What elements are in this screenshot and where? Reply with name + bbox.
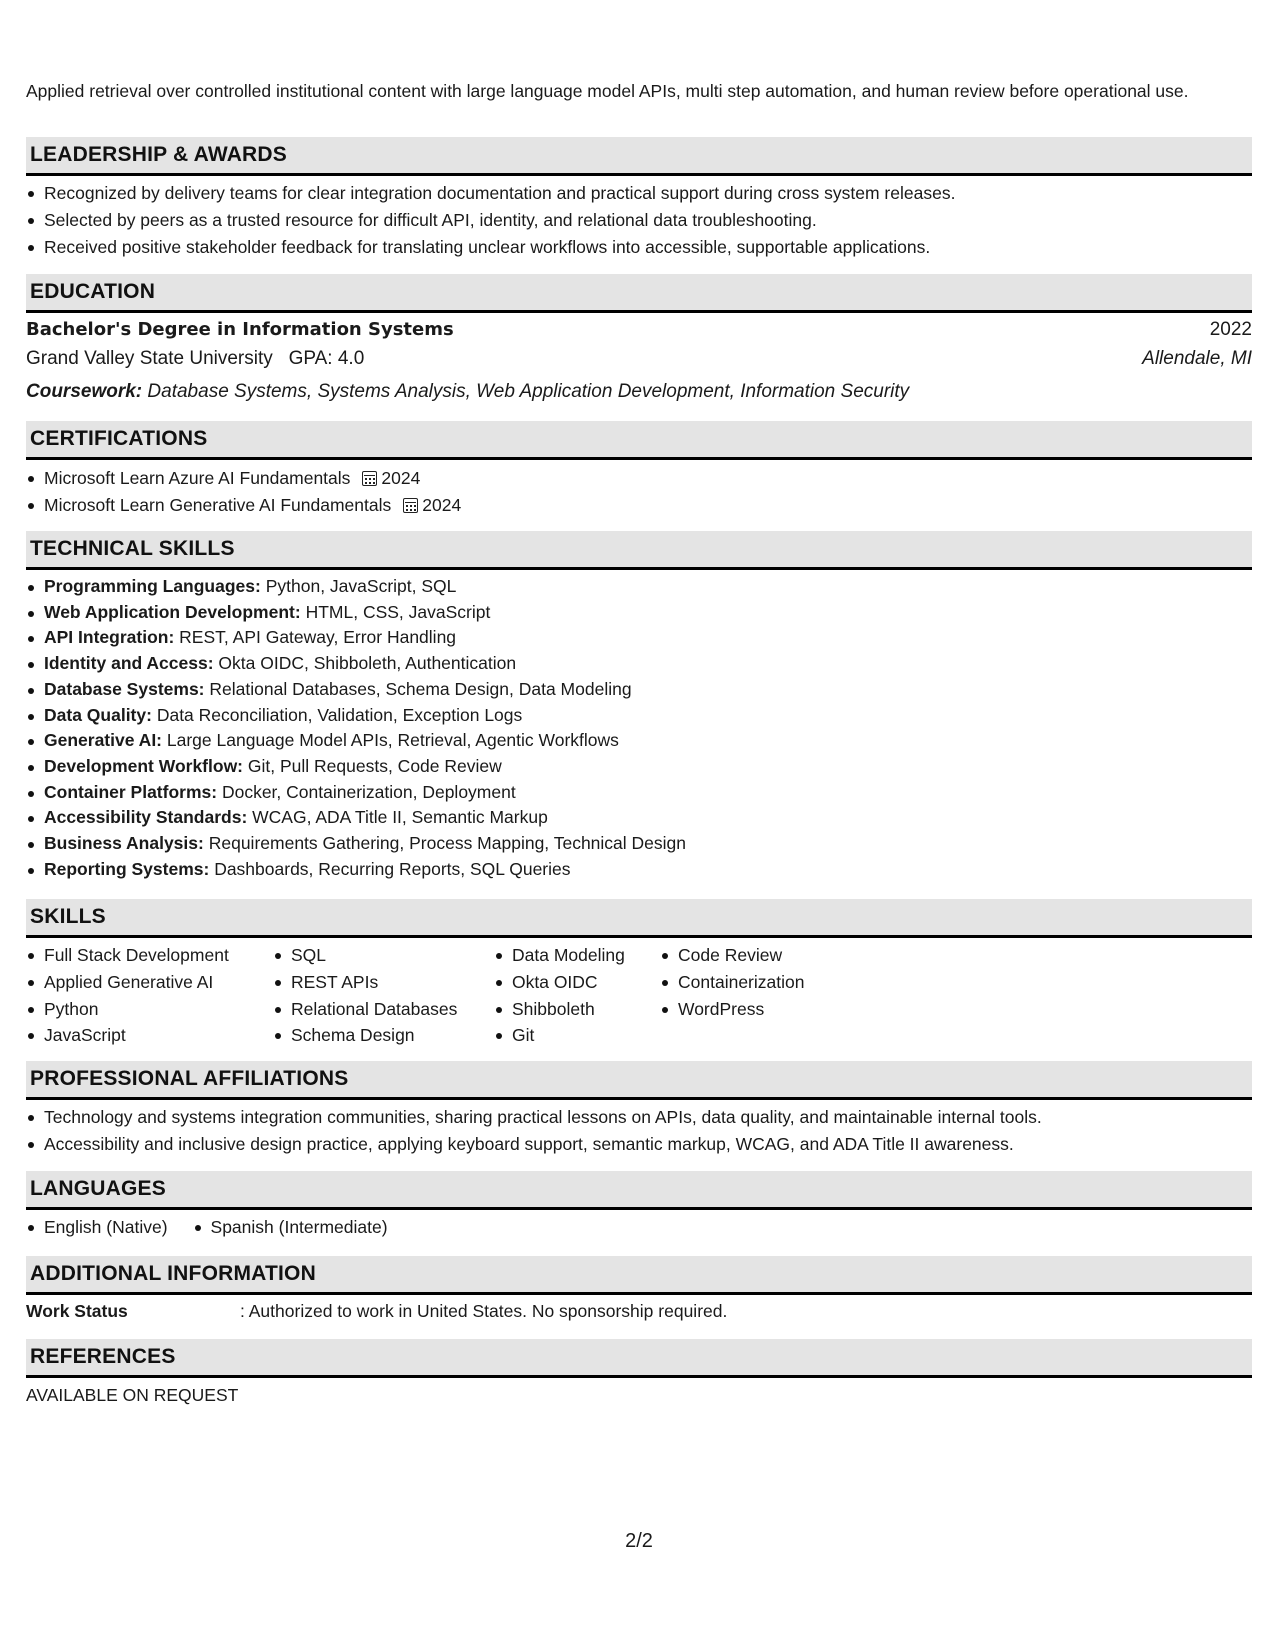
section-header <box>26 531 1252 570</box>
list-item <box>44 857 1252 883</box>
list-item: Accessibility and inclusive design practice, applying keyboard support, semantic markup, WCAG, and ADA Title II awareness. <box>44 1131 1252 1158</box>
list-item: SQL <box>291 942 494 969</box>
section-header <box>26 1061 1252 1100</box>
list-item: Code Review <box>678 942 860 969</box>
skills-column <box>26 942 273 1049</box>
certification-item <box>44 465 1252 492</box>
skills-column <box>494 942 660 1049</box>
certification-item <box>44 492 1252 519</box>
section-title: EDUCATION <box>30 280 156 303</box>
list-item: Spanish (Intermediate) <box>211 1214 388 1241</box>
list-item <box>44 574 1252 600</box>
section-header <box>26 421 1252 460</box>
list-item <box>44 677 1252 703</box>
list-item: Containerization <box>678 969 860 996</box>
references-text: AVAILABLE ON REQUEST <box>26 1385 239 1405</box>
section-header <box>26 1171 1252 1210</box>
list-item <box>44 600 1252 626</box>
section-languages <box>26 1171 1252 1241</box>
certification-name: Microsoft Learn Azure AI Fundamentals <box>44 468 351 488</box>
section-title: LEADERSHIP & AWARDS <box>30 143 287 166</box>
list-item <box>44 805 1252 831</box>
skill-category: Generative AI: <box>44 730 163 751</box>
school-info <box>26 348 364 370</box>
list-item <box>44 703 1252 729</box>
section-header <box>26 1256 1252 1295</box>
education-school-row <box>26 348 1252 377</box>
list-item: Schema Design <box>291 1022 494 1049</box>
resume-page <box>26 0 1252 1650</box>
degree-name: Bachelor's Degree in Information Systems <box>26 319 454 340</box>
section-certifications <box>26 421 1252 519</box>
skill-values: Data Reconciliation, Validation, Exception Logs <box>156 704 523 725</box>
list-item: Full Stack Development <box>44 942 273 969</box>
skill-values: Okta OIDC, Shibboleth, Authentication <box>218 653 517 674</box>
skill-category: Accessibility Standards: <box>44 807 248 828</box>
list-item: English (Native) <box>44 1214 168 1241</box>
list-item: Data Modeling <box>512 942 660 969</box>
skills-grid <box>26 942 1252 1049</box>
leadership-list <box>26 180 1252 260</box>
work-status-value: : Authorized to work in United States. No sponsorship required. <box>240 1301 728 1321</box>
page-number: 2/2 <box>625 1530 653 1552</box>
skill-values: Docker, Containerization, Deployment <box>221 781 516 802</box>
section-title: TECHNICAL SKILLS <box>30 537 235 560</box>
skill-category: Data Quality: <box>44 704 152 725</box>
list-item: WordPress <box>678 996 860 1023</box>
skill-category: Programming Languages: <box>44 576 261 596</box>
skills-column <box>660 942 860 1049</box>
skill-values: WCAG, ADA Title II, Semantic Markup <box>252 807 548 828</box>
languages-list <box>26 1214 1252 1241</box>
list-item: REST APIs <box>291 969 494 996</box>
certification-year: 2024 <box>422 494 462 515</box>
skill-category: Web Application Development: <box>44 601 301 622</box>
skill-values: Relational Databases, Schema Design, Data Modeling <box>209 678 632 699</box>
list-item: Applied Generative AI <box>44 969 273 996</box>
section-skills <box>26 899 1252 1049</box>
coursework-label: Coursework: <box>26 381 143 402</box>
skills-column <box>273 942 494 1049</box>
skill-values: HTML, CSS, JavaScript <box>305 601 491 622</box>
skill-values: Dashboards, Recurring Reports, SQL Queries <box>214 858 571 879</box>
skill-values: REST, API Gateway, Error Handling <box>179 627 457 648</box>
section-affiliations <box>26 1061 1252 1158</box>
list-item: Python <box>44 996 273 1023</box>
calendar-icon <box>362 471 377 486</box>
skill-values: Requirements Gathering, Process Mapping, Technical Design <box>208 833 687 854</box>
affiliations-list <box>26 1104 1252 1158</box>
section-education <box>26 274 1252 407</box>
list-item: Recognized by delivery teams for clear integration documentation and practical support during cross system releases. <box>44 180 1252 207</box>
list-item <box>44 651 1252 677</box>
section-title: CERTIFICATIONS <box>30 427 208 450</box>
coursework-row <box>26 377 1252 407</box>
section-header <box>26 1339 1252 1378</box>
certifications-list <box>26 465 1252 519</box>
section-leadership <box>26 137 1252 260</box>
section-header <box>26 274 1252 313</box>
list-item <box>44 625 1252 651</box>
list-item <box>44 728 1252 754</box>
section-title: PROFESSIONAL AFFILIATIONS <box>30 1067 349 1090</box>
technical-skills-list <box>26 574 1252 882</box>
list-item: Relational Databases <box>291 996 494 1023</box>
list-item: JavaScript <box>44 1022 273 1049</box>
skill-category: Development Workflow: <box>44 755 244 776</box>
list-item: Shibboleth <box>512 996 660 1023</box>
list-item <box>44 780 1252 806</box>
skill-values: Large Language Model APIs, Retrieval, Agentic Workflows <box>166 730 619 751</box>
education-degree-row <box>26 319 1252 348</box>
section-header <box>26 899 1252 938</box>
list-item: Git <box>512 1022 660 1049</box>
section-header <box>26 137 1252 176</box>
skill-category: API Integration: <box>44 627 175 648</box>
list-item: Selected by peers as a trusted resource for difficult API, identity, and relational data troubleshooting. <box>44 207 1252 234</box>
list-item <box>44 831 1252 857</box>
list-item: Technology and systems integration communities, sharing practical lessons on APIs, data quality, and maintainable internal tools. <box>44 1104 1252 1131</box>
skill-category: Container Platforms: <box>44 781 218 802</box>
school-location: Allendale, MI <box>1142 348 1252 369</box>
list-item <box>44 754 1252 780</box>
section-title: LANGUAGES <box>30 1177 166 1200</box>
skill-values: Git, Pull Requests, Code Review <box>247 755 502 776</box>
section-title: REFERENCES <box>30 1345 176 1368</box>
skill-category: Identity and Access: <box>44 653 214 674</box>
skill-category: Reporting Systems: <box>44 858 210 879</box>
section-title: SKILLS <box>30 905 106 928</box>
skill-values: Python, JavaScript, SQL <box>265 576 457 596</box>
school-name: Grand Valley State University <box>26 348 273 369</box>
section-title: ADDITIONAL INFORMATION <box>30 1262 316 1285</box>
list-item: Received positive stakeholder feedback for translating unclear workflows into accessible, supportable applications. <box>44 234 1252 261</box>
list-item: Okta OIDC <box>512 969 660 996</box>
certification-name: Microsoft Learn Generative AI Fundamentals <box>44 494 392 515</box>
calendar-icon <box>403 498 418 513</box>
work-status-label: Work Status <box>26 1301 128 1321</box>
section-technical-skills <box>26 531 1252 882</box>
graduation-year: 2022 <box>1209 319 1252 340</box>
work-status-row <box>26 1301 1252 1322</box>
section-additional-info <box>26 1256 1252 1322</box>
gpa: GPA: 4.0 <box>288 348 365 369</box>
skill-category: Database Systems: <box>44 678 205 699</box>
intro-paragraph: Applied retrieval over controlled institutional content with large language model APIs, multi step automation, and human review before operational use. <box>26 81 1189 101</box>
certification-year: 2024 <box>381 468 421 488</box>
skill-category: Business Analysis: <box>44 833 204 854</box>
section-references <box>26 1339 1252 1406</box>
coursework-list: Database Systems, Systems Analysis, Web Application Development, Information Security <box>147 381 910 402</box>
